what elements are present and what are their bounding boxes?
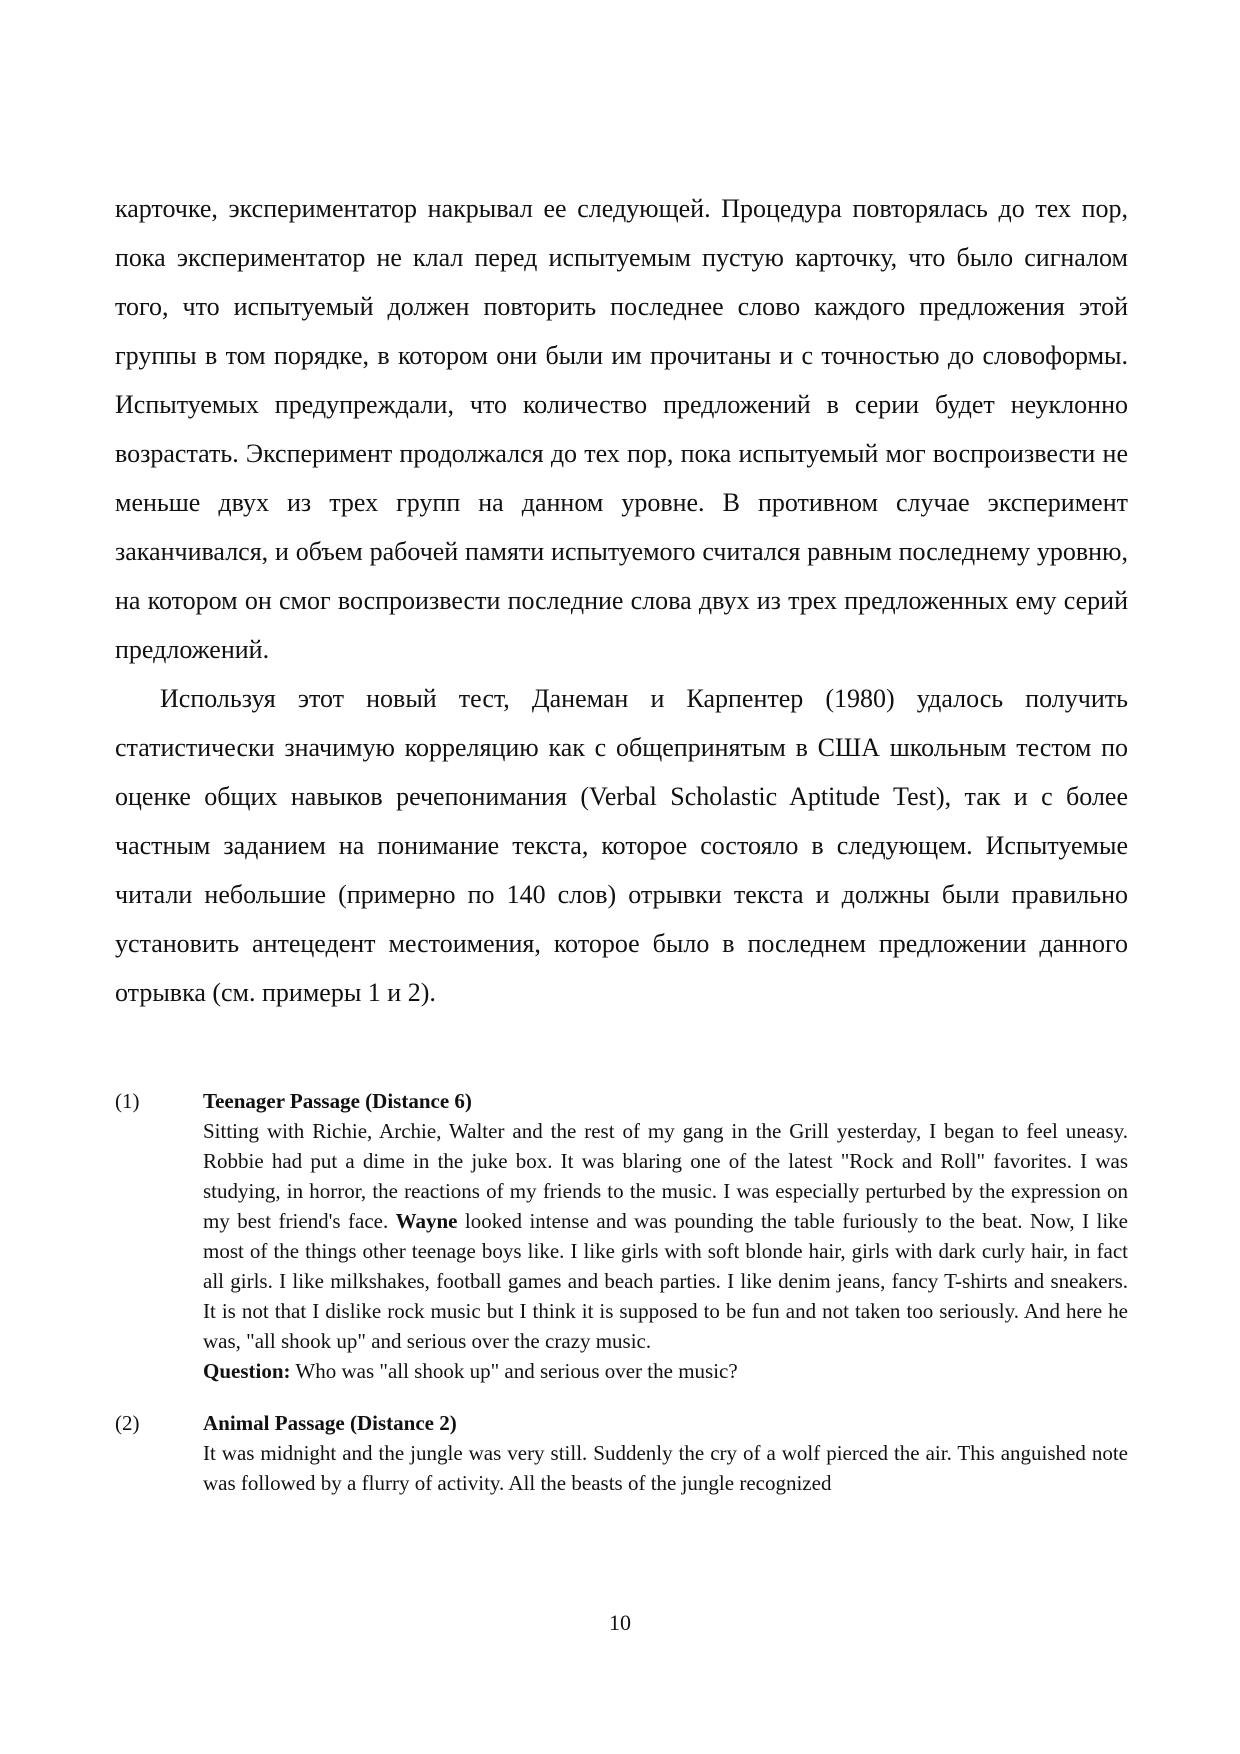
passage-text-before: Sitting with Richie, Archie, Walter and the rest of my gang in the Grill yesterday, I began to feel uneasy. Robbie had put a dime in the juke box. It was blaring one of the latest "Rock and Roll" favorites. I was studying, in horror, the reactions of my friends to the music. I was especially perturbed by the expression on my best friend's face. <box>203 1119 1128 1233</box>
example-animal-passage <box>115 1408 1128 1498</box>
passage-text-after: looked intense and was pounding the table furiously to the beat. Now, I like most of the things other teenage boys like. I like girls with soft blonde hair, girls with dark curly hair, in fact all girls. I like milkshakes, football games and beach parties. I like denim jeans, fancy T-shirts and sneakers. It is not that I dislike rock music but I think it is supposed to be fun and not taken too seriously. And here he was, "all shook up" and serious over the crazy music. <box>203 1209 1128 1353</box>
example-title: Animal Passage (Distance 2) <box>203 1411 457 1435</box>
example-number: (1) <box>115 1089 140 1113</box>
example-title: Teenager Passage (Distance 6) <box>203 1089 472 1113</box>
example-content <box>203 1086 1128 1386</box>
example-content <box>203 1408 1128 1498</box>
example-passage <box>203 1116 1128 1356</box>
question-label: Question: <box>203 1359 291 1383</box>
example-question <box>203 1356 1128 1386</box>
passage-antecedent: Wayne <box>395 1209 458 1233</box>
question-text: Who was "all shook up" and serious over the music? <box>290 1359 738 1383</box>
page-number: 10 <box>609 1610 631 1635</box>
paragraph-daneman-carpenter: Используя этот новый тест, Данеман и Карпентер (1980) удалось получить статистически значимую корреляцию как с общепринятым в США школьным тестом по оценке общих навыков речепонимания (Verbal Scholastic Aptitude Test), так и с более частным заданием на понимание текста, которое состояло в следующем. Испытуемые читали небольшие (примерно по 140 слов) отрывки текста и должны были правильно установить антецедент местоимения, которое было в последнем предложении данного отрывка (см. примеры 1 и 2). <box>115 684 1128 1007</box>
examples-list <box>115 1086 1128 1520</box>
example-passage: It was midnight and the jungle was very still. Suddenly the cry of a wolf pierced the air. This anguished note was followed by a flurry of activity. All the beasts of the jungle recognized <box>203 1441 1128 1495</box>
paragraph-continuation: карточке, экспериментатор накрывал ее следующей. Процедура повторялась до тех пор, пока экспериментатор не клал перед испытуемым пустую карточку, что было сигналом того, что испытуемый должен повторить последнее слово каждого предложения этой группы в том порядке, в котором они были им прочитаны и с точностью до словоформы. Испытуемых предупреждали, что количество предложений в серии будет неуклонно возрастать. Эксперимент продолжался до тех пор, пока испытуемый мог воспроизвести не меньше двух из трех групп на данном уровне. В противном случае эксперимент заканчивался, и объем рабочей памяти испытуемого считался равным последнему уровню, на котором он смог воспроизвести последние слова двух из трех предложенных ему серий предложений. <box>115 194 1128 664</box>
example-teenager-passage <box>115 1086 1128 1386</box>
example-number: (2) <box>115 1411 140 1435</box>
body-text <box>115 184 1128 1017</box>
